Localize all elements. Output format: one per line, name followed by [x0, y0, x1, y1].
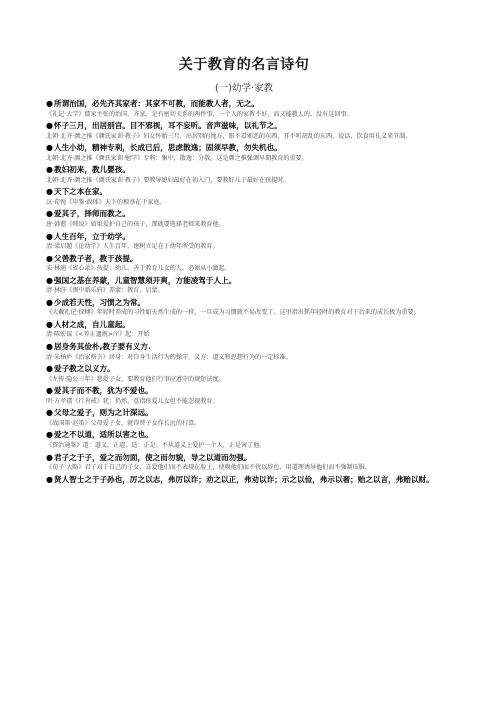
quote-content: 人材之成，自儿童起。 [53, 319, 130, 329]
explanation-text: 北朝·北齐·颜之推《颜氏家训·勉学》专利：集中，散逸：分散。这是颜之推强调早期教育的重要。 [46, 154, 308, 162]
quote-content: 所谓治国，必先齐其家者：其家不可教，而能教人者，无之。 [53, 99, 260, 108]
bullet-icon: ● [46, 430, 53, 440]
quote-text [46, 363, 442, 375]
bullet-icon: ● [46, 364, 53, 374]
quote-content: 人生小幼，精神专利，长成已后，思虑散逸；固须早教，勿失机也。 [53, 143, 282, 153]
explanation-text: 宋·林逋《省心录》孩提：幼儿。善于教育儿女的人，必须从小做起。 [46, 265, 231, 273]
quote-text [46, 319, 442, 331]
quote-content: 教妇初来，教儿婴孩。 [53, 165, 130, 175]
bullet-icon: ● [46, 209, 53, 219]
quote-content: 贤人智士之于子孙也，厉之以志，弗厉以诈；劝之以正，弗劝以诈；示之以俭，弗示以奢；贻之以言，弗贻以财。 [53, 474, 434, 484]
list-item [46, 385, 442, 406]
explanation-text: 清·梁启超《论幼学》人生百年，建树立足在于幼年所受的教育。 [46, 243, 219, 251]
quote-content: 少成若天性，习惯之为常。 [53, 297, 146, 307]
list-item [46, 142, 442, 163]
document-title: 关于教育的名言诗句 [178, 57, 310, 73]
explanation-text: 《礼记·大学》儒家主张的治国、齐家、是有密切关系的两件事，一个人的家教不好，而又能教人的，没有这回事。 [46, 110, 353, 118]
quote-text [46, 385, 442, 397]
quote-content: 爱子教之以义方。 [53, 364, 115, 374]
explanation-text: 北朝·北齐·颜之推《颜氏家训·教子》妇女怀胎三月，出居别的地方，眼不看邪恶的东西，耳不听胡乱的东西，说话、饮食用礼义来节制。 [46, 132, 412, 140]
explanation-text: 清·林纾《闽中新乐府》养蒙：教育、启蒙。 [46, 287, 164, 295]
quote-text [46, 474, 442, 486]
explanation-text: 《战国策·赵策》父母爱子女，就得替子女作长远的打算。 [46, 419, 201, 427]
quote-content: 强国之基在养蒙，儿童智慧须开爽，方能凌驾于人上。 [53, 275, 237, 285]
list-item [46, 275, 442, 296]
bullet-icon: ● [46, 99, 53, 108]
list-item [46, 231, 442, 252]
list-item [46, 407, 442, 428]
bullet-icon: ● [46, 342, 53, 352]
bullet-icon: ● [46, 297, 53, 307]
explanation-text: 唐·韩愈《师说》如果爱护自己的孩子，那就要选择老师来教育他。 [46, 220, 225, 228]
list-item [46, 253, 442, 274]
quote-text [46, 407, 442, 419]
bullet-icon: ● [46, 187, 53, 197]
explanation-text: 汉·荀悦《申鉴·政体》天下的根基在于家庭。 [46, 198, 166, 206]
list-item [46, 319, 442, 340]
quote-text [46, 208, 442, 220]
quote-content: 爱其子，择师而教之。 [53, 209, 130, 219]
quote-content: 怀子三月，出居别宫。目不邪视，耳不妄听。音声滋味，以礼节之。 [53, 121, 282, 131]
bullet-icon: ● [46, 275, 53, 285]
quote-content: 居身务其俭朴,教子要有义方. [53, 342, 151, 352]
bullet-icon: ● [46, 165, 53, 175]
quote-content: 君子之于子，爱之而勿面，使之而勿貌，导之以道而勿强。 [53, 452, 252, 462]
quote-text [46, 429, 442, 441]
bullet-icon: ● [46, 253, 53, 263]
quote-text [46, 275, 442, 287]
quote-content: 父母之爱子，则为之计深远。 [53, 408, 153, 418]
quote-content: 爱之不以道，适所以害之也。 [53, 430, 153, 440]
quote-text [46, 341, 442, 353]
list-item [46, 208, 442, 229]
quote-text [46, 253, 442, 265]
bullet-icon: ● [46, 143, 53, 153]
bullet-icon: ● [46, 231, 53, 241]
list-item [46, 186, 442, 207]
quote-text [46, 120, 442, 132]
explanation-text: 清·朱柏庐《治家格言》居身：对自身生活行为的操守。义方：道义和思想行为的一定标准。 [46, 353, 292, 361]
quote-text [46, 452, 442, 464]
quote-text [46, 231, 442, 243]
quote-content: 人生百年，立于幼学。 [53, 231, 130, 241]
bullet-icon: ● [46, 452, 53, 462]
quote-text [46, 98, 442, 110]
section-title: (一)幼学·家教 [215, 83, 273, 94]
list-item [46, 452, 442, 473]
entries-list [46, 98, 442, 485]
list-item [46, 164, 442, 185]
explanation-text: 《左传·隐公三年》慈爱子女，要教育他们行事应遵守的规矩法度。 [46, 375, 225, 383]
bullet-icon: ● [46, 121, 53, 131]
quote-text [46, 142, 442, 154]
quote-content: 天下之本在家。 [53, 187, 108, 197]
list-item [46, 341, 442, 362]
explanation-text: 清·陈宏谋《<养正遗规>序》起：开始 [46, 331, 150, 339]
list-item [46, 363, 442, 384]
list-item [46, 120, 442, 141]
bullet-icon: ● [46, 408, 53, 418]
explanation-text: 《大戴礼记·保傅》年轻时养成的习性如天然生成的一样，一旦成为习惯就不易改变了。这里指出抓年轻时的教育对于后来的成长极为重要。 [46, 309, 420, 317]
list-item [46, 297, 442, 318]
quote-text [46, 297, 442, 309]
bullet-icon: ● [46, 474, 53, 484]
list-item [46, 474, 442, 486]
explanation-text: 北朝·北齐·颜之推《颜氏家训·教子》要教导媳妇最好在初入门，要教好儿子最好在孩提时。 [46, 176, 290, 184]
list-item [46, 98, 442, 119]
bullet-icon: ● [46, 319, 53, 329]
explanation-text: 《资治通鉴》道：道义，正道。适：正是。不从道义上爱护一个人，正是害了他。 [46, 441, 266, 449]
list-item [46, 429, 442, 450]
bullet-icon: ● [46, 386, 53, 396]
quote-text [46, 186, 442, 198]
quote-text [46, 164, 442, 176]
explanation-text: 明·方孝孺《行善戒》犹：仍然。意指疼爱儿女但不能忽视教育。 [46, 397, 219, 405]
explanation-text: 《荀子·大略》君子对于自己的子女，喜爱他们而不表现在脸上，使唤他们而不忧以辞色，用道理诱导他们而不强制压服。 [46, 464, 371, 471]
quote-content: 爱其子而不教，犹为不爱也。 [53, 386, 153, 396]
quote-content: 父善教子者，教于孩提。 [53, 253, 138, 263]
